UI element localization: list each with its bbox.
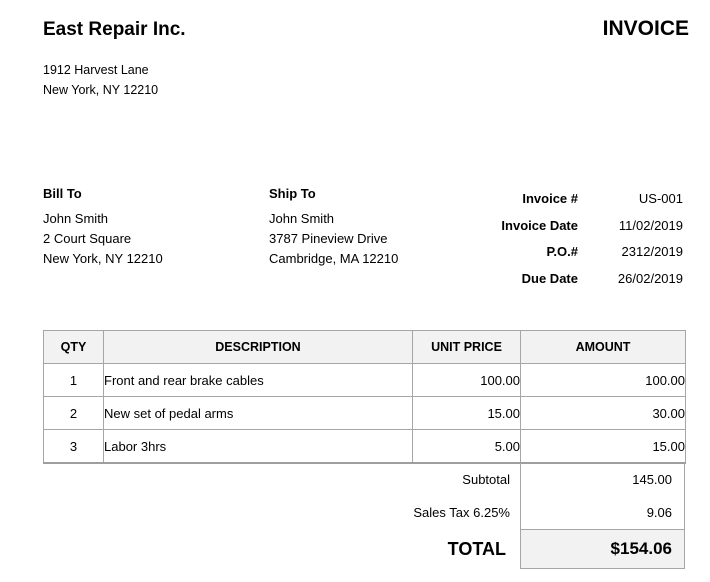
description-cell: Labor 3hrs xyxy=(104,430,413,464)
subtotal-label: Subtotal xyxy=(462,472,510,487)
company-name: East Repair Inc. xyxy=(43,19,186,40)
amount-cell: 15.00 xyxy=(521,430,686,464)
qty-cell: 3 xyxy=(44,430,104,464)
unit-price-cell: 100.00 xyxy=(413,364,521,397)
amount-cell: 100.00 xyxy=(521,364,686,397)
column-header-qty: QTY xyxy=(44,331,104,364)
total-row xyxy=(43,529,685,569)
description-cell: Front and rear brake cables xyxy=(104,364,413,397)
sales-tax-row xyxy=(43,496,685,529)
unit-price-cell: 15.00 xyxy=(413,397,521,430)
unit-price-cell: 5.00 xyxy=(413,430,521,464)
meta-row-po-number xyxy=(428,245,683,259)
qty-cell: 2 xyxy=(44,397,104,430)
invoice-number-label: Invoice # xyxy=(522,191,578,206)
bill-to-section xyxy=(43,186,163,269)
subtotal-value: 145.00 xyxy=(520,463,685,496)
table-header-row xyxy=(44,331,686,364)
total-label: TOTAL xyxy=(447,538,506,559)
company-address-line-2: New York, NY 12210 xyxy=(43,83,159,97)
ship-to-city: Cambridge, MA 12210 xyxy=(269,251,399,266)
meta-row-invoice-number xyxy=(428,192,683,206)
invoice-date-label: Invoice Date xyxy=(501,217,578,233)
amount-cell: 30.00 xyxy=(521,397,686,430)
subtotal-row xyxy=(43,463,685,496)
column-header-amount: AMOUNT xyxy=(521,331,686,364)
invoice-date-value: 11/02/2019 xyxy=(618,217,683,233)
invoice-title: INVOICE xyxy=(602,17,689,40)
bill-to-street: 2 Court Square xyxy=(43,231,132,246)
due-date-value: 26/02/2019 xyxy=(617,270,683,286)
sales-tax-label: Sales Tax 6.25% xyxy=(413,505,510,520)
ship-to-street: 3787 Pineview Drive xyxy=(269,231,388,246)
table-row xyxy=(44,430,686,464)
company-address xyxy=(43,60,158,100)
ship-to-name: John Smith xyxy=(269,211,335,226)
ship-to-section xyxy=(269,186,398,269)
invoice-meta xyxy=(428,192,683,298)
po-number-value: 2312/2019 xyxy=(621,244,683,259)
bill-to-city: New York, NY 12210 xyxy=(43,251,163,266)
po-number-label: P.O.# xyxy=(546,244,578,259)
total-value: $154.06 xyxy=(520,529,685,569)
bill-to-label: Bill To xyxy=(43,186,82,201)
column-header-unit-price: UNIT PRICE xyxy=(413,331,521,364)
invoice-number-value: US-001 xyxy=(638,191,683,206)
description-cell: New set of pedal arms xyxy=(104,397,413,430)
qty-cell: 1 xyxy=(44,364,104,397)
ship-to-label: Ship To xyxy=(269,186,316,201)
column-header-description: DESCRIPTION xyxy=(104,331,413,364)
meta-row-due-date xyxy=(428,272,683,286)
table-row xyxy=(44,364,686,397)
bill-to-name: John Smith xyxy=(43,211,109,226)
due-date-label: Due Date xyxy=(521,270,578,286)
meta-row-invoice-date xyxy=(428,219,683,233)
company-address-line-1: 1912 Harvest Lane xyxy=(43,63,149,77)
line-items-table xyxy=(43,330,686,464)
sales-tax-value: 9.06 xyxy=(520,496,685,529)
table-row xyxy=(44,397,686,430)
totals-section xyxy=(43,463,685,569)
